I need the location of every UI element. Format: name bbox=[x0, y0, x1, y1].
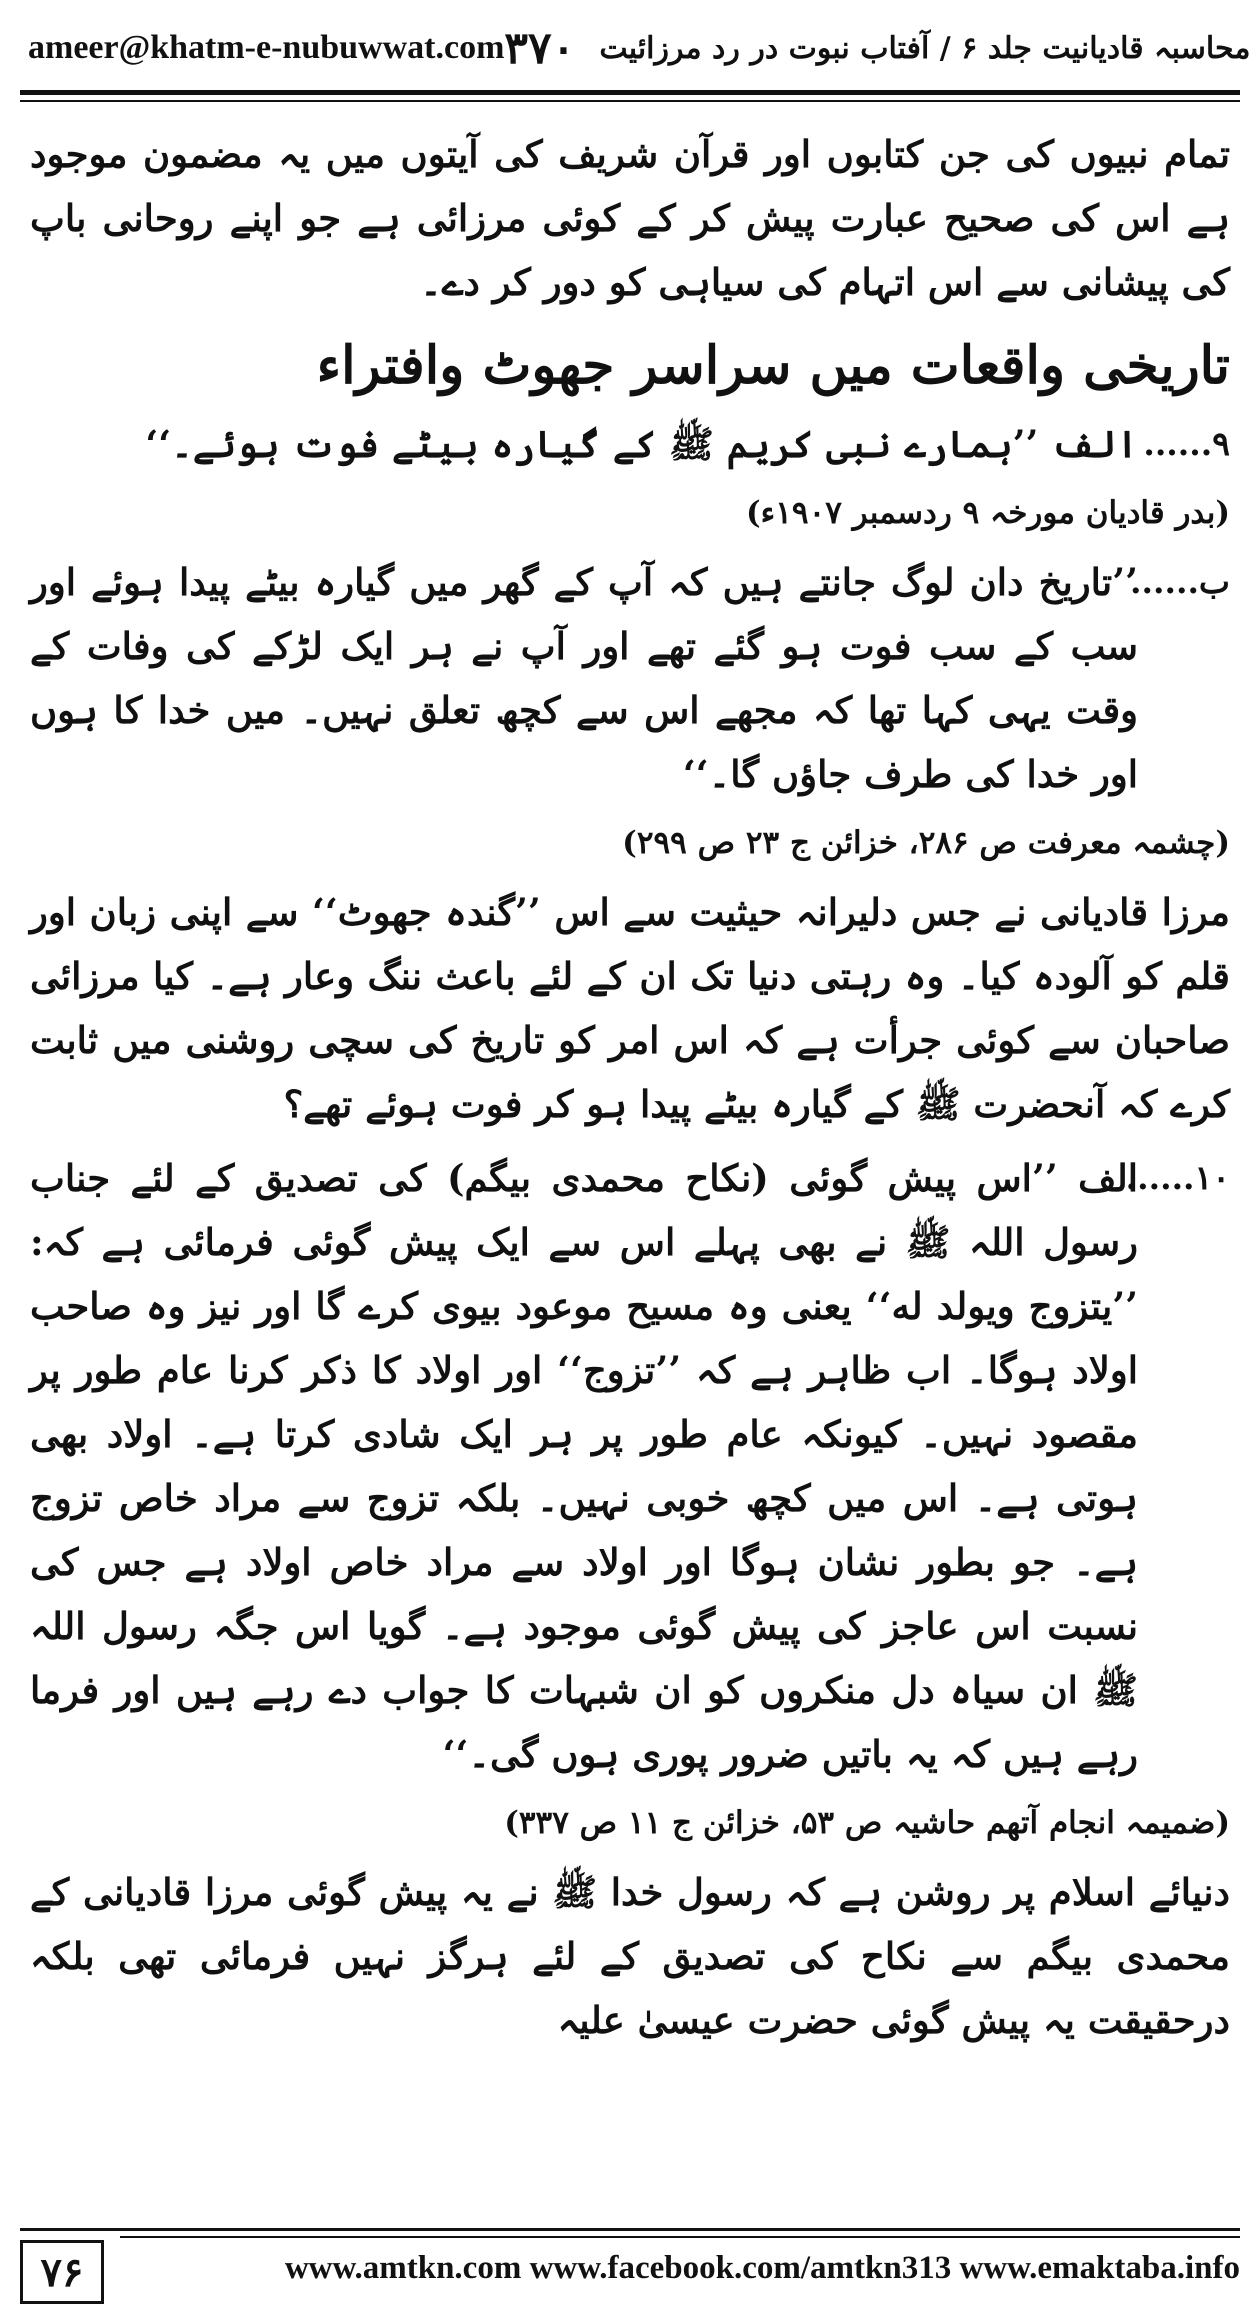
item-10-number: ۱۰...... bbox=[1125, 1158, 1230, 1197]
reference-1: (بدر قادیان مورخہ ۹ ردسمبر ۱۹۰۷ء) bbox=[746, 495, 1230, 531]
footer-urls[interactable]: www.amtkn.com www.facebook.com/amtkn313 www.emaktaba.info bbox=[284, 2250, 1240, 2286]
footer-rule-thin bbox=[120, 2236, 1240, 2238]
page-body bbox=[30, 122, 1230, 2062]
item-b-text: ’’تاریخ دان لوگ جانتے ہیں کہ آپ کے گھر میں گیارہ بیٹے پیدا ہوئے اور سب کے سب فوت ہو گئے تھے اور آپ نے ہر ایک لڑکے کی وفات کے وقت یہی کہا تھا کہ مجھے اس سے کچھ تعلق نہیں۔ میں خدا کا ہوں اور خدا کی طرف جاؤں گا۔‘‘ bbox=[30, 560, 1138, 796]
section-heading: تاریخی واقعات میں سراسر جھوٹ وافتراء bbox=[316, 335, 1230, 396]
paragraph-3: دنیائے اسلام پر روشن ہے کہ رسول خدا ﷺ نے یہ پیش گوئی مرزا قادیانی کے محمدی بیگم سے نکاح کی تصدیق کے لئے ہرگز نہیں فرمائی تھی بلکہ درحقیقت یہ پیش گوئی حضرت عیسیٰ علیہ bbox=[30, 1870, 1230, 2042]
item-10 bbox=[30, 1146, 1230, 1786]
header-rule-thin bbox=[20, 100, 1240, 102]
header-page-number: ۳۷۰ bbox=[504, 22, 576, 74]
footer-rule-thick bbox=[20, 2228, 1240, 2231]
item-b-number: ب...... bbox=[1130, 562, 1230, 601]
header-email[interactable]: ameer@khatm-e-nubuwwat.com bbox=[28, 29, 505, 66]
paragraph-2: مرزا قادیانی نے جس دلیرانہ حیثیت سے اس ’’گندہ جھوٹ‘‘ سے اپنی زبان اور قلم کو آلودہ کیا۔ وہ رہتی دنیا تک ان کے لئے باعث ننگ وعار ہے۔ کیا مرزائی صاحبان سے کوئی جرأت ہے کہ اس امر کو تاریخ کی سچی روشنی میں ثابت کرے کہ آنحضرت ﷺ کے گیارہ بیٹے پیدا ہو کر فوت ہوئے تھے؟ bbox=[30, 890, 1230, 1126]
book-title: محاسبہ قادیانیت جلد ۶ / آفتاب نبوت در رد مرزائیت bbox=[599, 30, 1251, 66]
item-9 bbox=[30, 412, 1230, 476]
header-title-group bbox=[504, 23, 1250, 74]
item-b bbox=[30, 550, 1230, 806]
item-9-number: ۹...... bbox=[1143, 424, 1230, 463]
page-header bbox=[28, 18, 1251, 78]
reference-3: (ضمیمہ انجام آتھم حاشیہ ص ۵۳، خزائن ج ۱۱ ص ۳۳۷) bbox=[504, 1805, 1230, 1841]
item-9-text: الف ’’ہمارے نبی کریم ﷺ کے گیارہ بیٹے فوت ہوئے۔‘‘ bbox=[145, 422, 1138, 466]
header-rule-thick bbox=[20, 90, 1240, 95]
reference-2: (چشمہ معرفت ص ۲۸۶، خزائن ج ۲۳ ص ۲۹۹) bbox=[622, 825, 1230, 861]
intro-paragraph: تمام نبیوں کی جن کتابوں اور قرآن شریف کی آیتوں میں یہ مضمون موجود ہے اس کی صحیح عبارت پیش کر کے کوئی مرزائی ہے جو اپنے روحانی باپ کی پیشانی سے اس اتہام کی سیاہی کو دور کر دے۔ bbox=[30, 132, 1230, 304]
footer-page-number: ۷۶ bbox=[20, 2240, 104, 2304]
item-10-text: الف ’’اس پیش گوئی (نکاح محمدی بیگم) کی تصدیق کے لئے جناب رسول اللہ ﷺ نے بھی پہلے اس سے ایک پیش گوئی فرمائی ہے کہ: ’’یتزوج ویولد له‘‘ یعنی وہ مسیح موعود بیوی کرے گا اور نیز وہ صاحب اولاد ہوگا۔ اب ظاہر ہے کہ ’’تزوج‘‘ اور اولاد کا ذکر کرنا عام طور پر مقصود نہیں۔ کیونکہ عام طور پر ہر ایک شادی کرتا ہے۔ اولاد بھی ہوتی ہے۔ اس میں کچھ خوبی نہیں۔ بلکہ تزوج سے مراد خاص تزوج ہے۔ جو بطور نشان ہوگا اور اولاد سے مراد خاص اولاد ہے جس کی نسبت اس عاجز کی پیش گوئی موجود ہے۔ گویا اس جگہ رسول اللہ ﷺ ان سیاہ دل منکروں کو ان شبہات کا جواب دے رہے ہیں اور فرما رہے ہیں کہ یہ باتیں ضرور پوری ہوں گی۔‘‘ bbox=[30, 1156, 1138, 1776]
